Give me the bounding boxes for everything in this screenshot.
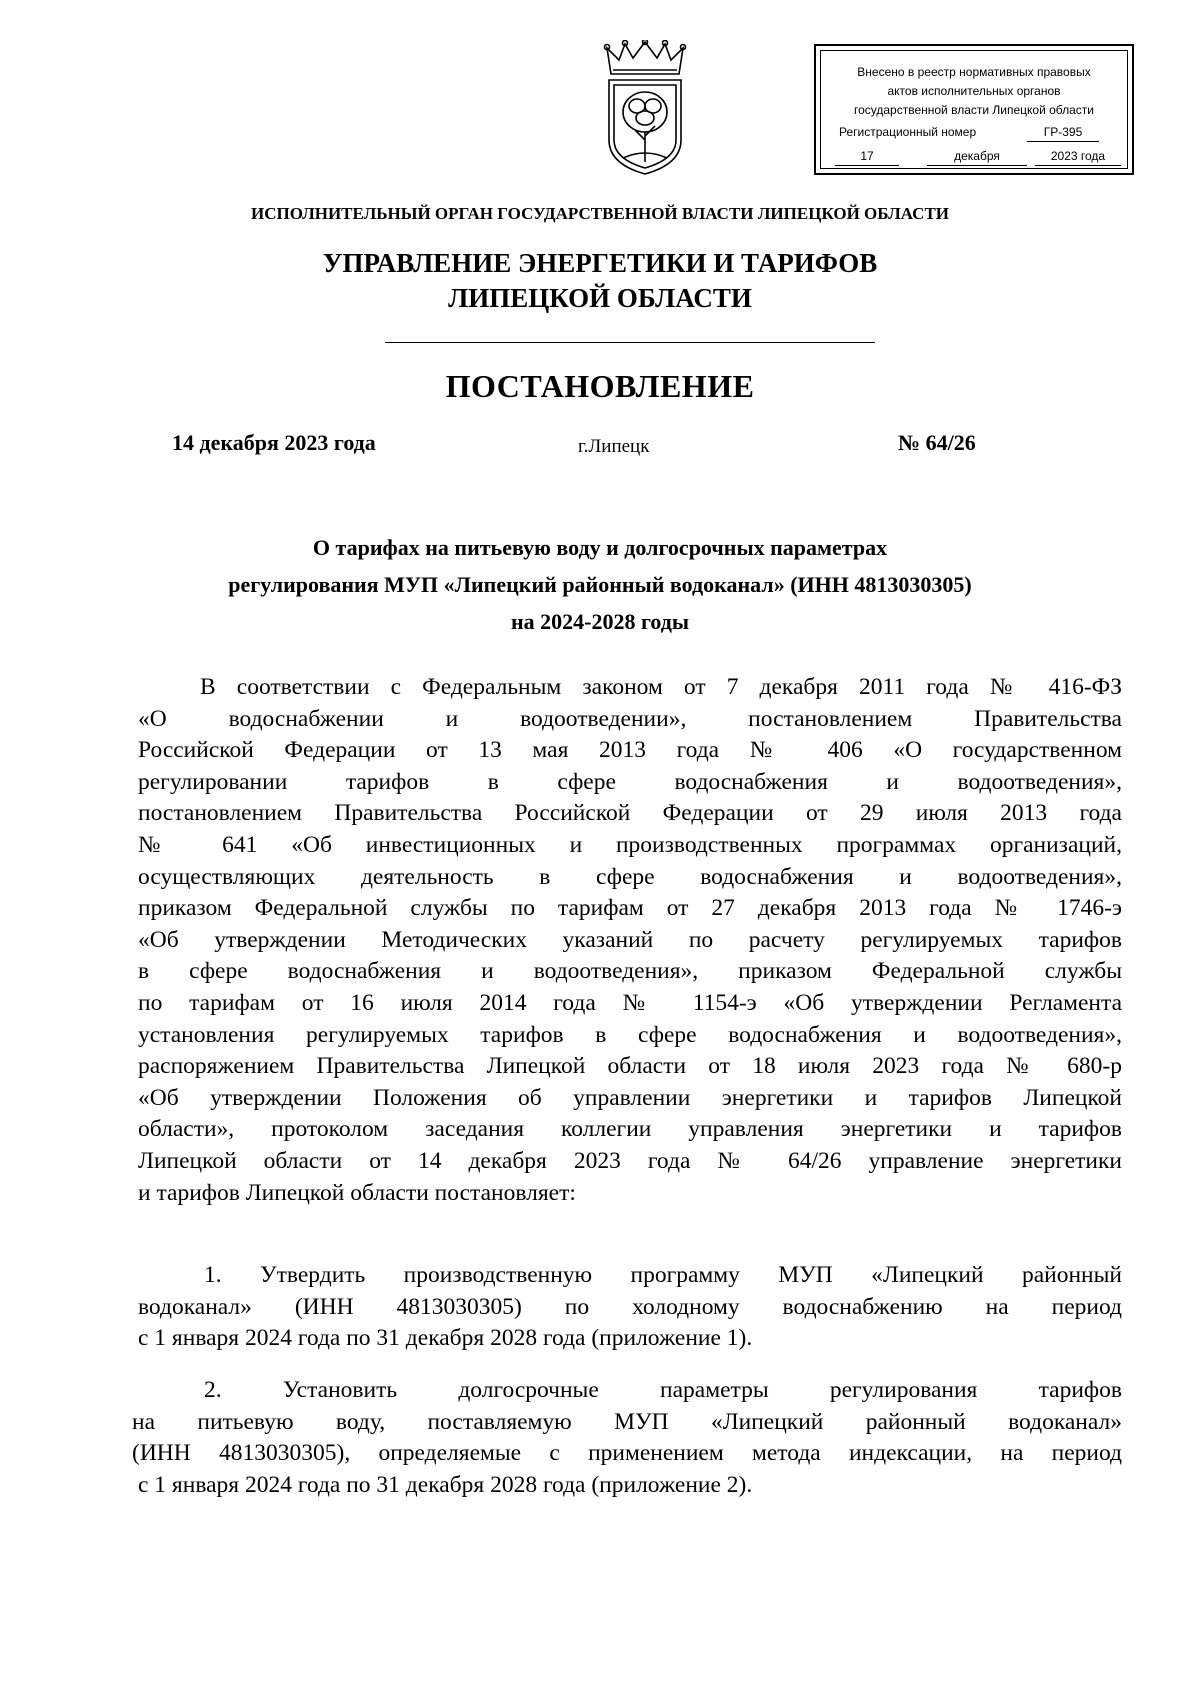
paragraph-line: с 1 января 2024 года по 31 декабря 2028 года (приложение 1). <box>138 1325 753 1352</box>
paragraph-line: Российской Федерации от 13 мая 2013 года № 406 «О государственном <box>138 737 1122 764</box>
document-title-line-3: на 2024-2028 годы <box>510 609 690 634</box>
document-type: ПОСТАНОВЛЕНИЕ <box>445 368 755 404</box>
header-divider <box>385 342 875 343</box>
paragraph-line: регулировании тарифов в сфере водоснабжения и водоотведения», <box>138 768 1122 795</box>
department-name-line-1: УПРАВЛЕНИЕ ЭНЕРГЕТИКИ И ТАРИФОВ <box>322 248 878 278</box>
paragraph-line: на питьевую воду, поставляемую МУП «Липецкий районный водоканал» <box>132 1408 1122 1435</box>
paragraph-line: «О водоснабжении и водоотведении», постановлением Правительства <box>138 705 1122 732</box>
paragraph-line: Липецкой области от 14 декабря 2023 года № 64/26 управление энергетики <box>138 1147 1122 1174</box>
paragraph-line: распоряжением Правительства Липецкой области от 18 июля 2023 года № 680-р <box>138 1053 1122 1080</box>
stamp-reg-number: ГР-395 <box>1027 123 1099 142</box>
paragraph-line: водоканал» (ИНН 4813030305) по холодному водоснабжению на период <box>138 1293 1122 1320</box>
paragraph-line: приказом Федеральной службы по тарифам от 27 декабря 2013 года № 1746-э <box>138 895 1122 922</box>
intro-paragraph <box>138 672 1122 1209</box>
paragraph-line: № 641 «Об инвестиционных и производственных программах организаций, <box>138 831 1122 858</box>
paragraph-line: «Об утверждении Положения об управлении энергетики и тарифов Липецкой <box>138 1084 1122 1111</box>
document-city: г.Липецк <box>578 436 650 457</box>
stamp-reg-label: Регистрационный номер <box>839 125 977 139</box>
paragraph-line: постановлением Правительства Российской Федерации от 29 июля 2013 года <box>138 800 1122 827</box>
paragraph-line: области», протоколом заседания коллегии управления энергетики и тарифов <box>138 1116 1122 1143</box>
paragraph-line: с 1 января 2024 года по 31 декабря 2028 года (приложение 2). <box>138 1471 753 1498</box>
issuing-authority: ИСПОЛНИТЕЛЬНЫЙ ОРГАН ГОСУДАРСТВЕННОЙ ВЛАСТИ ЛИПЕЦКОЙ ОБЛАСТИ <box>250 204 950 223</box>
paragraph-line: установления регулируемых тарифов в сфере водоснабжения и водоотведения», <box>138 1021 1122 1048</box>
paragraph-line: и тарифов Липецкой области постановляет: <box>138 1179 576 1206</box>
department-name-line-2: ЛИПЕЦКОЙ ОБЛАСТИ <box>448 283 752 313</box>
paragraph-line: по тарифам от 16 июля 2014 года № 1154-э «Об утверждении Регламента <box>138 989 1122 1016</box>
paragraph-line: 1. Утвердить производственную программу МУП «Липецкий районный <box>204 1262 1122 1288</box>
clause-1 <box>138 1260 1122 1355</box>
stamp-line-1: Внесено в реестр нормативных правовых <box>857 65 1091 79</box>
stamp-line-2: актов исполнительных органов <box>887 84 1061 98</box>
paragraph-line: 2. Установить долгосрочные параметры регулирования тарифов <box>204 1377 1122 1403</box>
registration-stamp <box>814 44 1134 175</box>
paragraph-line: (ИНН 4813030305), определяемые с применением метода индексации, на период <box>132 1440 1122 1467</box>
stamp-inner-frame <box>820 50 1128 169</box>
stamp-month: декабря <box>927 147 1027 166</box>
document-title-line-2: регулирования МУП «Липецкий районный водоканал» (ИНН 4813030305) <box>228 572 972 597</box>
paragraph-line: «Об утверждении Методических указаний по расчету регулируемых тарифов <box>138 926 1122 953</box>
stamp-day: 17 <box>835 147 899 166</box>
paragraph-line: в сфере водоснабжения и водоотведения», приказом Федеральной службы <box>138 958 1122 985</box>
clause-2 <box>132 1375 1122 1501</box>
lipetsk-coat-of-arms-icon <box>597 40 693 178</box>
paragraph-line: осуществляющих деятельность в сфере водоснабжения и водоотведения», <box>138 863 1122 890</box>
paragraph-line: В соответствии с Федеральным законом от 7 декабря 2011 года № 416-ФЗ <box>200 674 1122 700</box>
document-title-line-1: О тарифах на питьевую воду и долгосрочных параметрах <box>312 535 888 560</box>
stamp-year: 2023 года <box>1035 147 1121 166</box>
document-number: № 64/26 <box>898 430 976 455</box>
stamp-line-3: государственной власти Липецкой области <box>853 103 1095 117</box>
document-date: 14 декабря 2023 года <box>172 430 376 455</box>
